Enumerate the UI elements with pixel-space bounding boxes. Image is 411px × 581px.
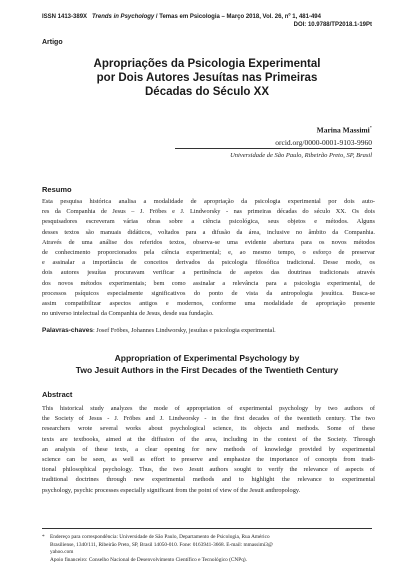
resumo-line: res da Companhia de Jesus – J. Fröbes e J. Lindworsky - nas primeiras décadas do século XX. Os dois (42, 208, 375, 216)
abstract-line: psychology, psychic processes especially significant from the point of view of the Jesuit anthropology. (42, 486, 301, 494)
footnote (42, 534, 374, 564)
abstract-body (42, 404, 375, 496)
journal-name: Trends in Psychology (92, 14, 155, 20)
running-header (42, 14, 372, 28)
footnote-line: Endereço para correspondência: Universidade de São Paulo, Departamento de Psicologia, Rua Américo (50, 534, 270, 540)
issn: ISSN 1413-389X (42, 14, 88, 20)
abstract-line: science can be seen, as well as effort to preserve and emphasize the importance of concepts from tradi- (42, 456, 375, 464)
keywords-label: Palavras-chaves (42, 327, 93, 334)
abstract-line: texts are textbooks, aimed at the diffusion of the area, including in the context of the Society. Through (42, 435, 375, 443)
title-pt (42, 57, 372, 99)
resumo-line: desses textos são manuais didáticos, voltados para a difusão da área, inclusive no âmbito da Companhia. (42, 228, 375, 236)
resumo-line: de conhecimento proporcionados pela ciência experimental; e, ao mesmo tempo, o esforço de preservar (42, 249, 375, 257)
author-orcid[interactable]: orcid.org/0000-0001-9103-9960 (275, 137, 372, 147)
resumo-line: Esta pesquisa histórica analisa a modalidade de apropriação da psicologia experimental por dois auto- (42, 198, 375, 205)
keywords-pt (42, 326, 375, 336)
title-pt-line: Apropriações da Psicologia Experimental (93, 58, 321, 70)
abstract-line: traditional doctrines through new experimental methods and to highlight the relevance to experimental (42, 476, 375, 484)
resumo-line: dos novos métodos experimentais; bem como assinalar a relevância para a psicologia experimental, de (42, 279, 375, 287)
title-pt-line: por Dois Autores Jesuítas nas Primeiras (96, 72, 318, 84)
author-block (275, 122, 372, 149)
resumo-line: Através de uma análise dos referidos textos, observa-se uma evidente abertura para os novos métodos (42, 238, 375, 246)
resumo-line: dois autores jesuítas procuravam verificar a pertinência de aspetos das doutrinas tradicionais através (42, 269, 375, 277)
resumo-heading: Resumo (42, 185, 72, 194)
footnote-marker: * (42, 534, 45, 540)
affiliation-rule (175, 148, 372, 149)
abstract-line: This historical study analyzes the mode of appropriation of experimental psychology by two authors of (42, 405, 375, 412)
abstract-heading: Abstract (42, 390, 73, 399)
resumo-line: assim compatibilizar aspectos antigos e modernos, conforme uma modalidade de apropriação presente (42, 300, 375, 308)
footnote-line: Brasiliense, 1340/111, Ribeirão Preto, SP, Brasil 14050-010. Fone: 0163941-3668. E-mail: mmassimi3@ (50, 541, 273, 548)
author-name: Marina Massimi (316, 125, 370, 135)
abstract-line: the Society of Jesus - J. Fröbes and J. Lindworsky - in the first decades of the twentieth century. The two (42, 415, 375, 423)
section-label: Artigo (42, 39, 63, 46)
footnote-line: Apoio financeiro: Conselho Nacional de Desenvolvimento Científico e Tecnológico (CNPq). (50, 556, 247, 563)
resumo-line: pesquisadores escreveram várias obras sobre a ciência psicológica, seus objetos e métodos. Alguns (42, 218, 375, 226)
resumo-line: processos psíquicos especialmente significativos do ponto de vista da antropologia jesuítica. Busca-se (42, 289, 375, 297)
abstract-line: an analysis of these texts, a clear opening for new methods of knowledge provided by experimental (42, 445, 375, 453)
resumo-body (42, 197, 375, 319)
author-footnote-marker: * (369, 125, 372, 130)
footnote-rule (42, 528, 372, 529)
keywords-text: : Josef Fröbes, Johannes Lindworsky, jesuítas e psicologia experimental. (92, 327, 276, 334)
abstract-line: researchers wrote several works about psychological science, its objects and methods. Some of these (42, 425, 375, 433)
title-en (42, 352, 372, 376)
author-affiliation: Universidade de São Paulo, Ribeirão Preto, SP, Brasil (230, 152, 372, 159)
footnote-line: yahoo.com (50, 549, 74, 556)
doi: DOI: 10.9788/TP2018.1-19Pt (293, 22, 372, 28)
resumo-line: no universo intelectual da Companhia de Jesus, desde sua fundação. (42, 310, 214, 318)
journal-citation (92, 14, 321, 21)
journal-volume: / Temas em Psicologia – Março 2018, Vol. 26, nº 1, 481-494 (154, 14, 321, 20)
title-pt-line: Décadas do Século XX (145, 86, 269, 98)
abstract-line: tional philosophical psychology. Thus, the two Jesuit authors sought to verify the relevance of aspects of (42, 466, 375, 474)
title-en-line: Two Jesuit Authors in the First Decades of the Twentieth Century (75, 365, 339, 375)
resumo-line: e assinalar a importância de conceitos derivados da psicologia filosófica tradicional. Desse modo, os (42, 259, 375, 267)
title-en-line: Appropriation of Experimental Psychology by (114, 353, 300, 363)
